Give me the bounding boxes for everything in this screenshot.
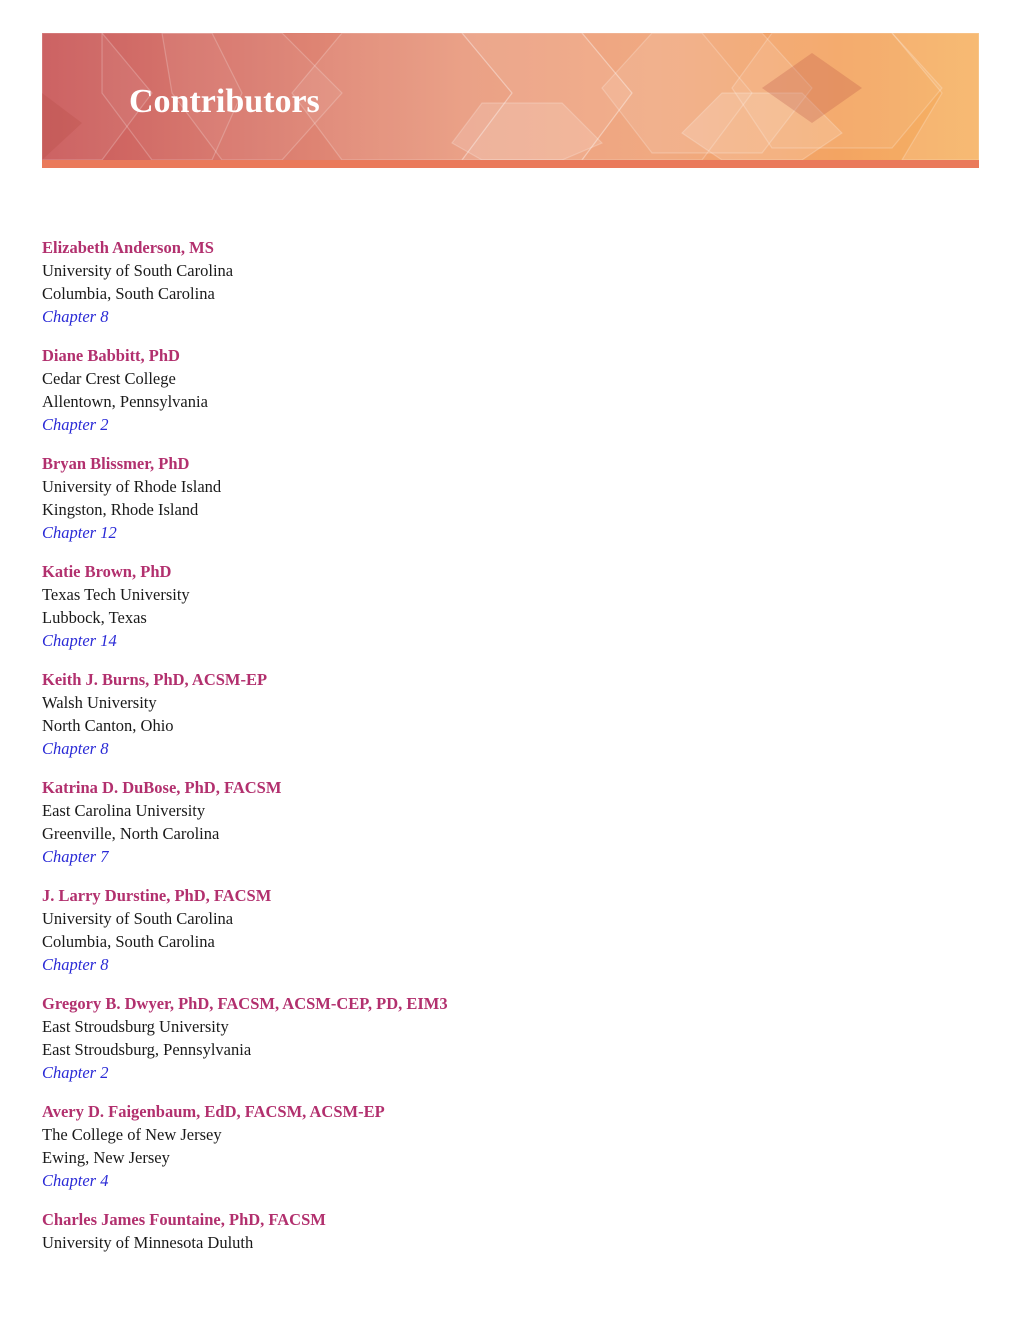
contributor-location: East Stroudsburg, Pennsylvania	[42, 1040, 252, 1059]
chapter-link[interactable]: Chapter 14	[42, 631, 117, 650]
contributor-entry	[42, 992, 942, 1084]
page-title: Contributors	[129, 83, 320, 120]
chapter-link[interactable]: Chapter 8	[42, 955, 109, 974]
contributor-location: Kingston, Rhode Island	[42, 500, 199, 519]
contributor-institution: University of South Carolina	[42, 261, 234, 280]
contributor-institution: University of Rhode Island	[42, 477, 222, 496]
chapter-link[interactable]: Chapter 4	[42, 1171, 109, 1190]
contributor-location: Greenville, North Carolina	[42, 824, 220, 843]
contributor-location: Ewing, New Jersey	[42, 1148, 170, 1167]
contributor-name: Bryan Blissmer, PhD	[42, 454, 190, 473]
contributor-entry	[42, 884, 942, 976]
contributor-entry	[42, 560, 942, 652]
contributors-list	[42, 236, 942, 1270]
chapter-link[interactable]: Chapter 7	[42, 847, 109, 866]
contributor-entry	[42, 668, 942, 760]
contributor-location: Lubbock, Texas	[42, 608, 147, 627]
contributor-entry	[42, 776, 942, 868]
chapter-link[interactable]: Chapter 2	[42, 415, 109, 434]
chapter-link[interactable]: Chapter 2	[42, 1063, 109, 1082]
contributor-name: Elizabeth Anderson, MS	[42, 238, 214, 257]
header-banner	[42, 33, 979, 160]
banner-underline	[42, 160, 979, 168]
contributor-entry	[42, 236, 942, 328]
contributor-institution: East Stroudsburg University	[42, 1017, 229, 1036]
contributor-institution: University of South Carolina	[42, 909, 234, 928]
contributor-institution: The College of New Jersey	[42, 1125, 222, 1144]
contributor-location: North Canton, Ohio	[42, 716, 174, 735]
contributor-name: Katrina D. DuBose, PhD, FACSM	[42, 778, 282, 797]
contributor-location: Columbia, South Carolina	[42, 932, 215, 951]
chapter-link[interactable]: Chapter 8	[42, 307, 109, 326]
contributor-name: Avery D. Faigenbaum, EdD, FACSM, ACSM-EP	[42, 1102, 385, 1121]
contributor-location: Allentown, Pennsylvania	[42, 392, 208, 411]
contributor-entry	[42, 344, 942, 436]
chapter-link[interactable]: Chapter 8	[42, 739, 109, 758]
contributor-institution: Walsh University	[42, 693, 157, 712]
chapter-link[interactable]: Chapter 12	[42, 523, 117, 542]
contributor-name: Charles James Fountaine, PhD, FACSM	[42, 1210, 326, 1229]
contributor-entry	[42, 452, 942, 544]
contributor-name: J. Larry Durstine, PhD, FACSM	[42, 886, 272, 905]
contributor-institution: Texas Tech University	[42, 585, 190, 604]
contributor-institution: University of Minnesota Duluth	[42, 1233, 254, 1252]
contributor-institution: East Carolina University	[42, 801, 206, 820]
contributor-entry	[42, 1208, 942, 1254]
contributor-institution: Cedar Crest College	[42, 369, 176, 388]
contributor-entry	[42, 1100, 942, 1192]
contributor-name: Katie Brown, PhD	[42, 562, 172, 581]
contributor-name: Keith J. Burns, PhD, ACSM-EP	[42, 670, 268, 689]
contributor-name: Diane Babbitt, PhD	[42, 346, 180, 365]
contributor-location: Columbia, South Carolina	[42, 284, 215, 303]
contributor-name: Gregory B. Dwyer, PhD, FACSM, ACSM-CEP, PD, EIM3	[42, 994, 448, 1013]
